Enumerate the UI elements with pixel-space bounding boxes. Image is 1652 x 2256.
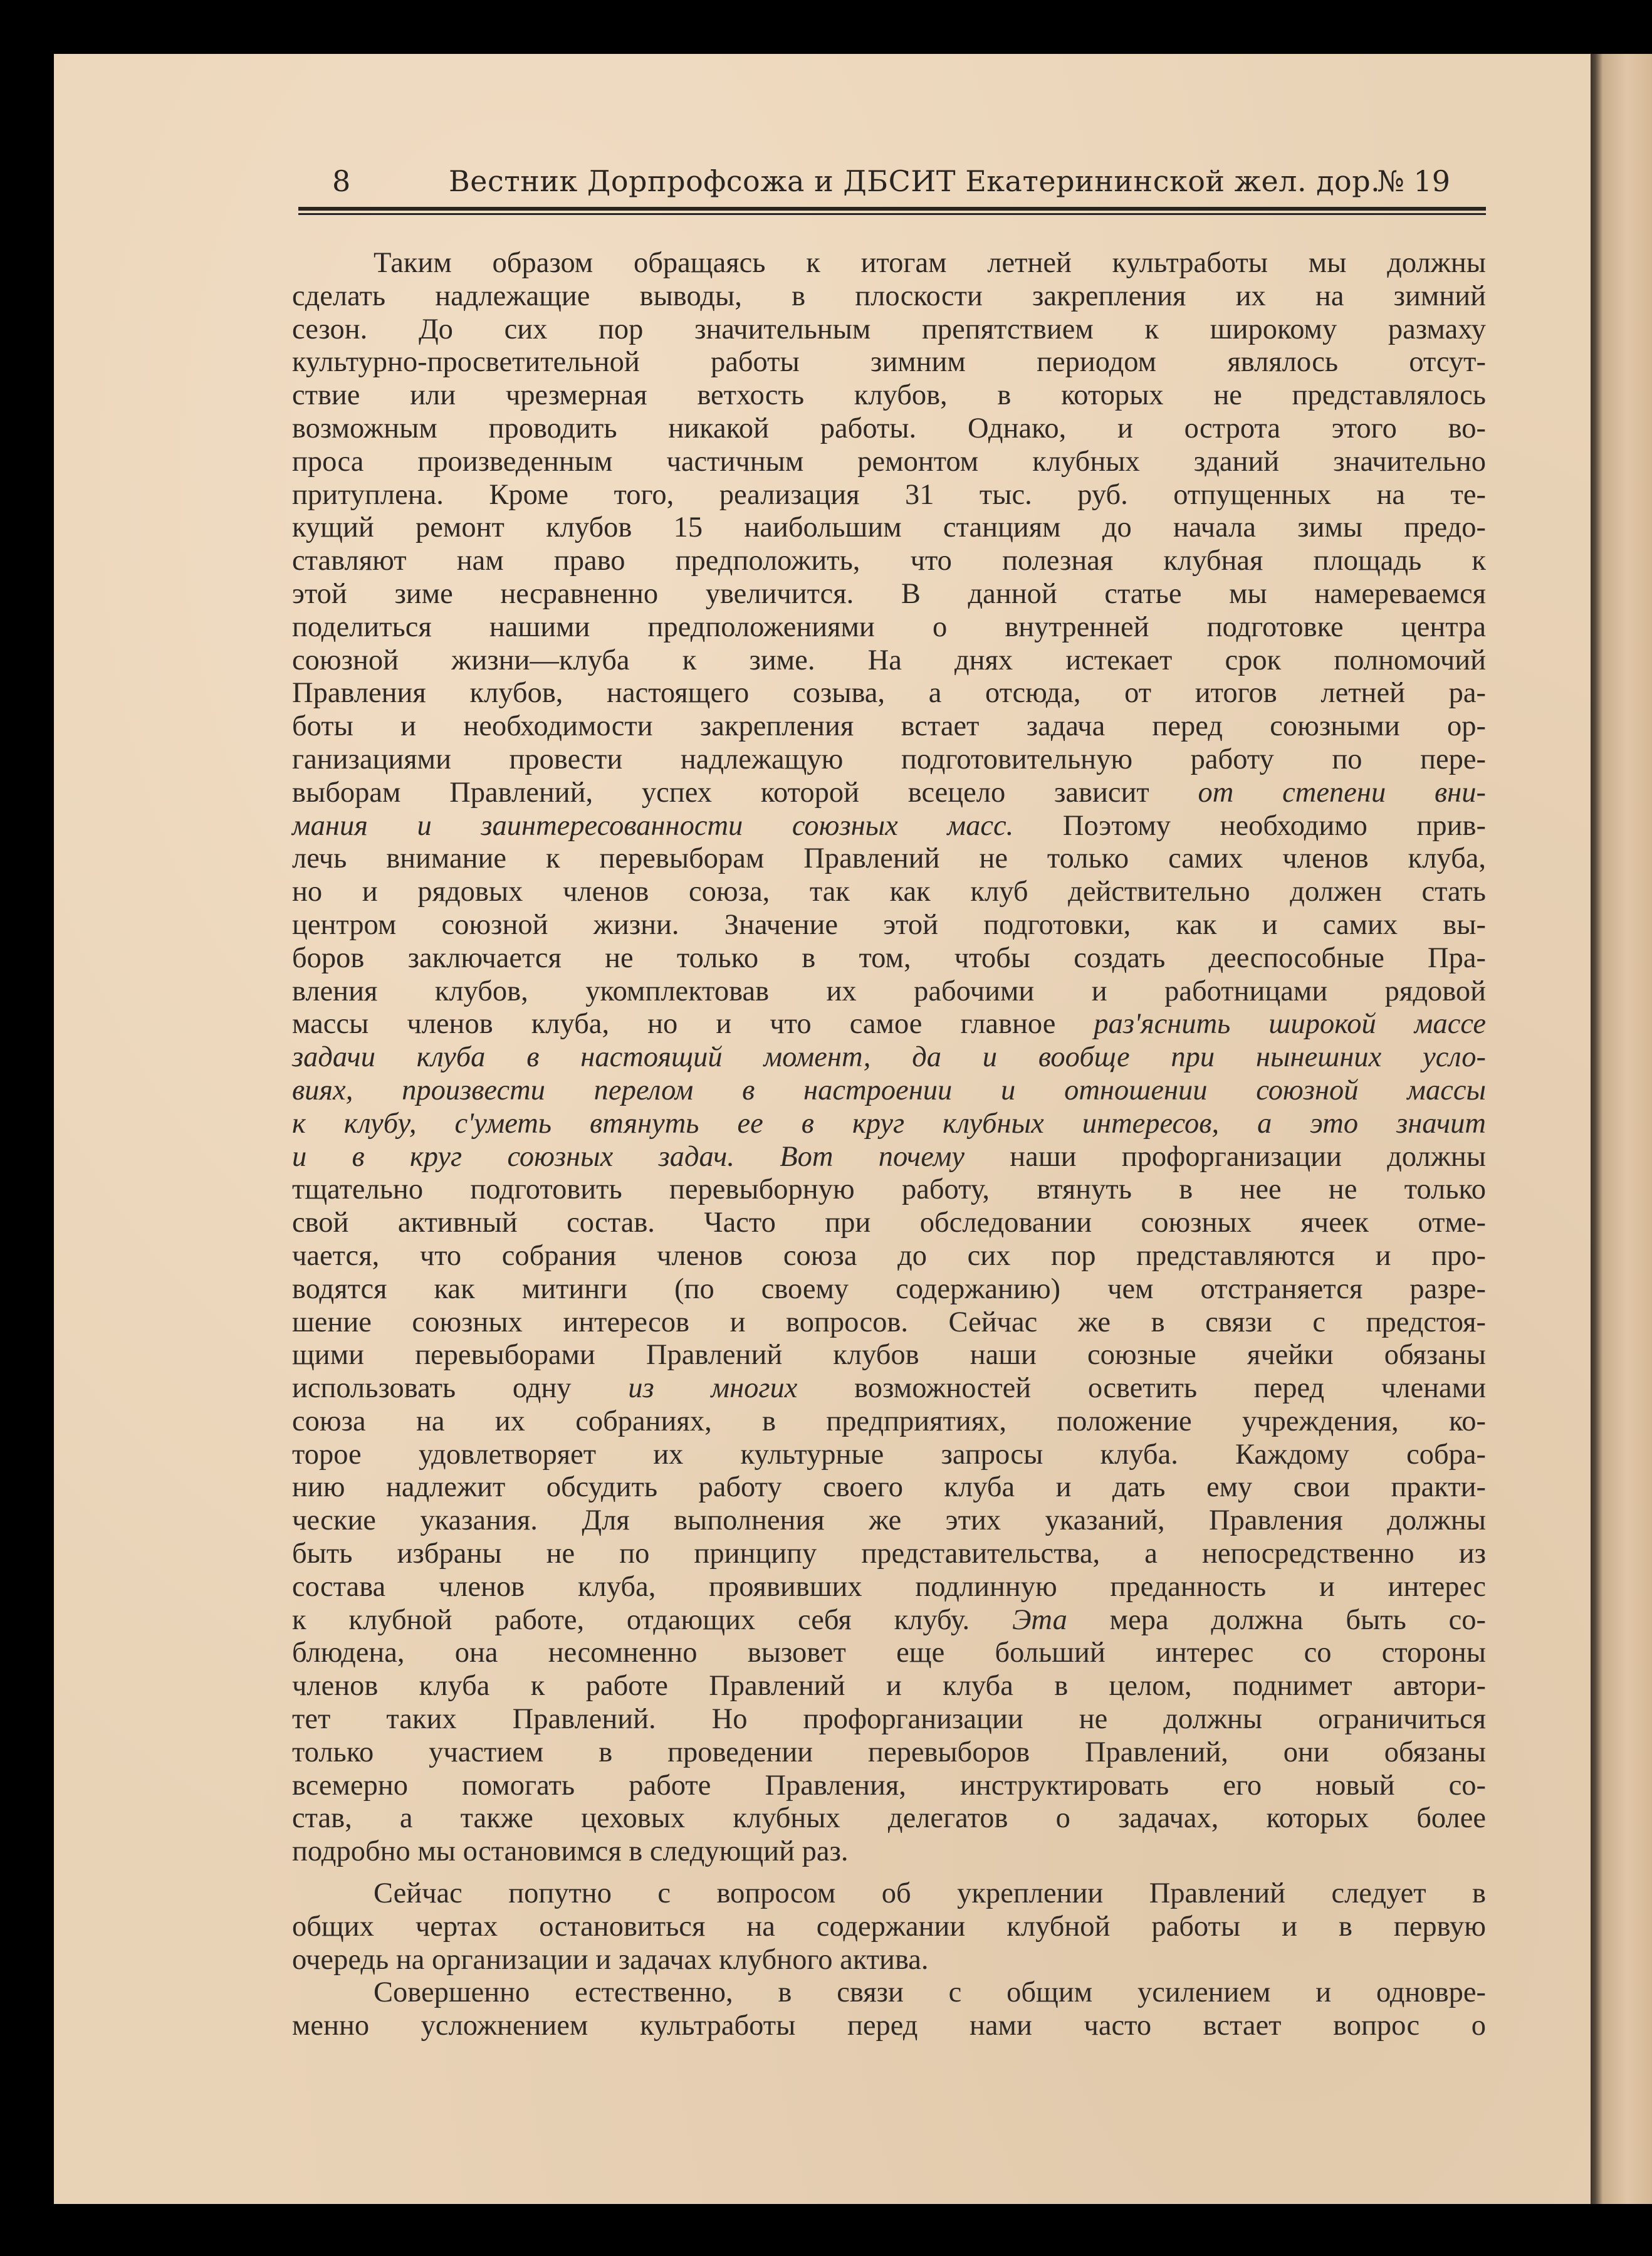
text-run: к клубной работе, отдающих себя клубу. xyxy=(292,1603,1012,1636)
text-run: возможностей осветить перед членами xyxy=(797,1372,1487,1405)
text-line xyxy=(292,1074,1486,1108)
text-run: сделать надлежащие выводы, в плоскости закрепления их на зимний xyxy=(292,280,1486,312)
text-run: став, а также цеховых клубных делегатов о задачах, которых более xyxy=(292,1802,1486,1835)
text-run: но и рядовых членов союза, так как клуб действительно должен стать xyxy=(292,876,1486,908)
text-run: ставляют нам право предположить, что полезная клубная площадь к xyxy=(292,545,1486,577)
text-run: использовать одну xyxy=(292,1372,629,1405)
text-run: водятся как митинги (по своему содержанию) чем отстраняется разре- xyxy=(292,1272,1486,1305)
text-line xyxy=(292,1306,1486,1340)
text-run: союзной жизни—клуба к зиме. На днях истекает срок полномочий xyxy=(292,644,1486,676)
text-line xyxy=(292,842,1486,876)
text-line xyxy=(292,909,1486,942)
text-run: боров заключается не только в том, чтобы создать дееспособные Пра- xyxy=(292,942,1486,974)
text-run: нию надлежит обсудить работу своего клуба и дать ему свои практи- xyxy=(292,1471,1486,1504)
text-line xyxy=(292,1538,1486,1571)
italic-text-run: задачи клуба в настоящий момент, да и вообще при нынешних усло- xyxy=(292,1041,1486,1074)
header-rule-thick xyxy=(298,207,1486,211)
text-run: вления клубов, укомплектовав их рабочими и работницами рядовой xyxy=(292,975,1486,1007)
text-run: Таким образом обращаясь к итогам летней культработы мы должны xyxy=(374,247,1486,279)
text-run: только участием в проведении перевыборов Правлений, они обязаны xyxy=(292,1736,1486,1768)
text-run: всемерно помогать работе Правления, инструктировать его новый со- xyxy=(292,1769,1486,1802)
text-line xyxy=(292,710,1486,743)
text-line xyxy=(292,479,1486,512)
text-run: подробно мы остановимся в следующий раз. xyxy=(292,1835,849,1868)
text-run: тет таких Правлений. Но профорганизации не должны ограничиться xyxy=(292,1703,1486,1736)
italic-text-run: Эта xyxy=(1012,1603,1067,1636)
text-line xyxy=(292,1944,1486,1977)
text-run: Совершенно естественно, в связи с общим усилением и одновре- xyxy=(374,1976,1486,2009)
text-line xyxy=(292,777,1486,810)
italic-text-run: из многих xyxy=(628,1372,798,1405)
text-run: сезон. До сих пор значительным препятствием к широкому размаху xyxy=(292,313,1486,345)
text-line xyxy=(292,512,1486,545)
issue-number: № 19 xyxy=(1377,164,1450,198)
text-line xyxy=(292,1976,1486,2010)
text-run: центром союзной жизни. Значение этой подготовки, как и самих вы- xyxy=(292,908,1486,941)
text-run: поделиться нашими предположениями о внутренней подготовке центра xyxy=(292,611,1486,643)
text-line xyxy=(292,247,1486,280)
text-run: общих чертах остановиться на содержании клубной работы и в первую xyxy=(292,1910,1486,1943)
text-line xyxy=(292,1703,1486,1736)
text-run: членов клуба к работе Правлений и клуба в целом, поднимет автори- xyxy=(292,1670,1486,1702)
text-line xyxy=(292,743,1486,777)
text-line xyxy=(292,346,1486,379)
italic-text-run: раз'яснить широкой массе xyxy=(1094,1008,1486,1041)
text-run: этой зиме несравненно увеличится. В данной статье мы намереваемся xyxy=(292,577,1486,610)
text-run: мера должна быть со- xyxy=(1067,1603,1486,1636)
text-run: ческие указания. Для выполнения же этих указаний, Правления должны xyxy=(292,1504,1486,1537)
text-line xyxy=(292,1736,1486,1770)
text-run: боты и необходимости закрепления встает задача перед союзными ор- xyxy=(292,710,1486,743)
text-line xyxy=(292,1802,1486,1835)
text-line xyxy=(292,1207,1486,1240)
book-spine-edge xyxy=(1591,54,1652,2204)
text-run: свой активный состав. Часто при обследовании союзных ячеек отме- xyxy=(292,1207,1486,1239)
journal-title: Вестник Дорпрофсожа и ДБСИТ Екатерининской жел. дор. xyxy=(449,164,1381,198)
text-line xyxy=(292,1173,1486,1207)
text-line xyxy=(292,876,1486,909)
text-line xyxy=(292,1108,1486,1141)
text-line xyxy=(292,1911,1486,1944)
text-line xyxy=(292,1041,1486,1074)
text-run: ствие или чрезмерная ветхость клубов, в которых не представлялось xyxy=(292,379,1486,412)
text-run: очередь на организации и задачах клубного актива. xyxy=(292,1943,929,1976)
text-run: тщательно подготовить перевыборную работу, втянуть в нее не только xyxy=(292,1173,1486,1206)
text-line xyxy=(292,611,1486,644)
text-line xyxy=(292,1008,1486,1041)
text-run: шение союзных интересов и вопросов. Сейчас же в связи с предстоя- xyxy=(292,1306,1486,1338)
text-line xyxy=(292,2010,1486,2043)
text-run: состава членов клуба, проявивших подлинную преданность и интерес xyxy=(292,1570,1486,1603)
italic-text-run: виях, произвести перелом в настроении и отношении союзной массы xyxy=(292,1074,1486,1106)
text-line xyxy=(292,1141,1486,1174)
text-run: выборам Правлений, успех которой всецело зависит xyxy=(292,776,1198,809)
text-run: кущий ремонт клубов 15 наибольшим станциям до начала зимы предо- xyxy=(292,512,1486,544)
text-line xyxy=(292,975,1486,1009)
text-run: ганизациями провести надлежащую подготовительную работу по пере- xyxy=(292,743,1486,775)
text-line xyxy=(292,1471,1486,1504)
text-run: менно усложнением культработы перед нами часто встает вопрос о xyxy=(292,2010,1486,2042)
text-line xyxy=(292,1405,1486,1439)
text-run: чается, что собрания членов союза до сих пор представляются и про- xyxy=(292,1239,1486,1272)
text-line xyxy=(292,446,1486,479)
text-line xyxy=(292,644,1486,678)
text-line xyxy=(292,1273,1486,1306)
text-run: лечь внимание к перевыборам Правлений не только самих членов клуба, xyxy=(292,842,1486,875)
text-line xyxy=(292,1240,1486,1273)
text-line xyxy=(292,1372,1486,1405)
text-run: культурно-просветительной работы зимним периодом являлось отсут- xyxy=(292,346,1486,379)
text-line xyxy=(292,1637,1486,1670)
text-line xyxy=(292,578,1486,611)
text-run: возможным проводить никакой работы. Однако, и острота этого во- xyxy=(292,412,1486,444)
text-line xyxy=(292,1339,1486,1372)
text-run: торое удовлетворяет их культурные запросы клуба. Каждому собра- xyxy=(292,1438,1486,1471)
italic-text-run: и в круг союзных задач. Вот почему xyxy=(292,1140,965,1173)
italic-text-run: к клубу, с'уметь втянуть ее в круг клубных интересов, а это значит xyxy=(292,1107,1486,1140)
text-line xyxy=(292,1439,1486,1472)
text-line xyxy=(292,412,1486,446)
text-run: быть избраны не по принципу представительства, а непосредственно из xyxy=(292,1538,1486,1570)
text-line xyxy=(292,677,1486,710)
page-number: 8 xyxy=(332,164,351,198)
text-line xyxy=(292,280,1486,313)
text-line xyxy=(292,313,1486,347)
text-line xyxy=(292,942,1486,975)
header-rule-thin xyxy=(298,213,1486,215)
text-line xyxy=(292,1835,1486,1869)
text-run: союза на их собраниях, в предприятиях, положение учреждения, ко- xyxy=(292,1405,1486,1437)
text-line xyxy=(292,1877,1486,1911)
text-line xyxy=(292,1604,1486,1637)
text-run: Сейчас попутно с вопросом об укреплении Правлений следует в xyxy=(374,1877,1486,1910)
text-run: проса произведенным частичным ремонтом клубных зданий значительно xyxy=(292,445,1486,478)
italic-text-run: от степени вни- xyxy=(1198,776,1486,809)
text-run: блюдена, она несомненно вызовет еще больший интерес со стороны xyxy=(292,1637,1486,1669)
text-line xyxy=(292,1770,1486,1803)
text-run: притуплена. Кроме того, реализация 31 тыс. руб. отпущенных на те- xyxy=(292,478,1486,511)
article-body xyxy=(292,247,1486,2043)
text-line xyxy=(292,379,1486,412)
text-run: Поэтому необходимо прив- xyxy=(1013,809,1486,842)
text-run: массы членов клуба, но и что самое главное xyxy=(292,1008,1094,1041)
text-line xyxy=(292,1504,1486,1538)
text-run: наши профорганизации должны xyxy=(965,1140,1486,1173)
text-line xyxy=(292,1670,1486,1703)
text-line xyxy=(292,810,1486,843)
text-run: щими перевыборами Правлений клубов наши союзные ячейки обязаны xyxy=(292,1339,1486,1372)
text-line xyxy=(292,1571,1486,1604)
text-run: Правления клубов, настоящего созыва, а отсюда, от итогов летней ра- xyxy=(292,677,1486,710)
italic-text-run: мания и заинтересованности союзных масс. xyxy=(292,809,1014,842)
running-header xyxy=(298,164,1483,202)
text-line xyxy=(292,545,1486,578)
